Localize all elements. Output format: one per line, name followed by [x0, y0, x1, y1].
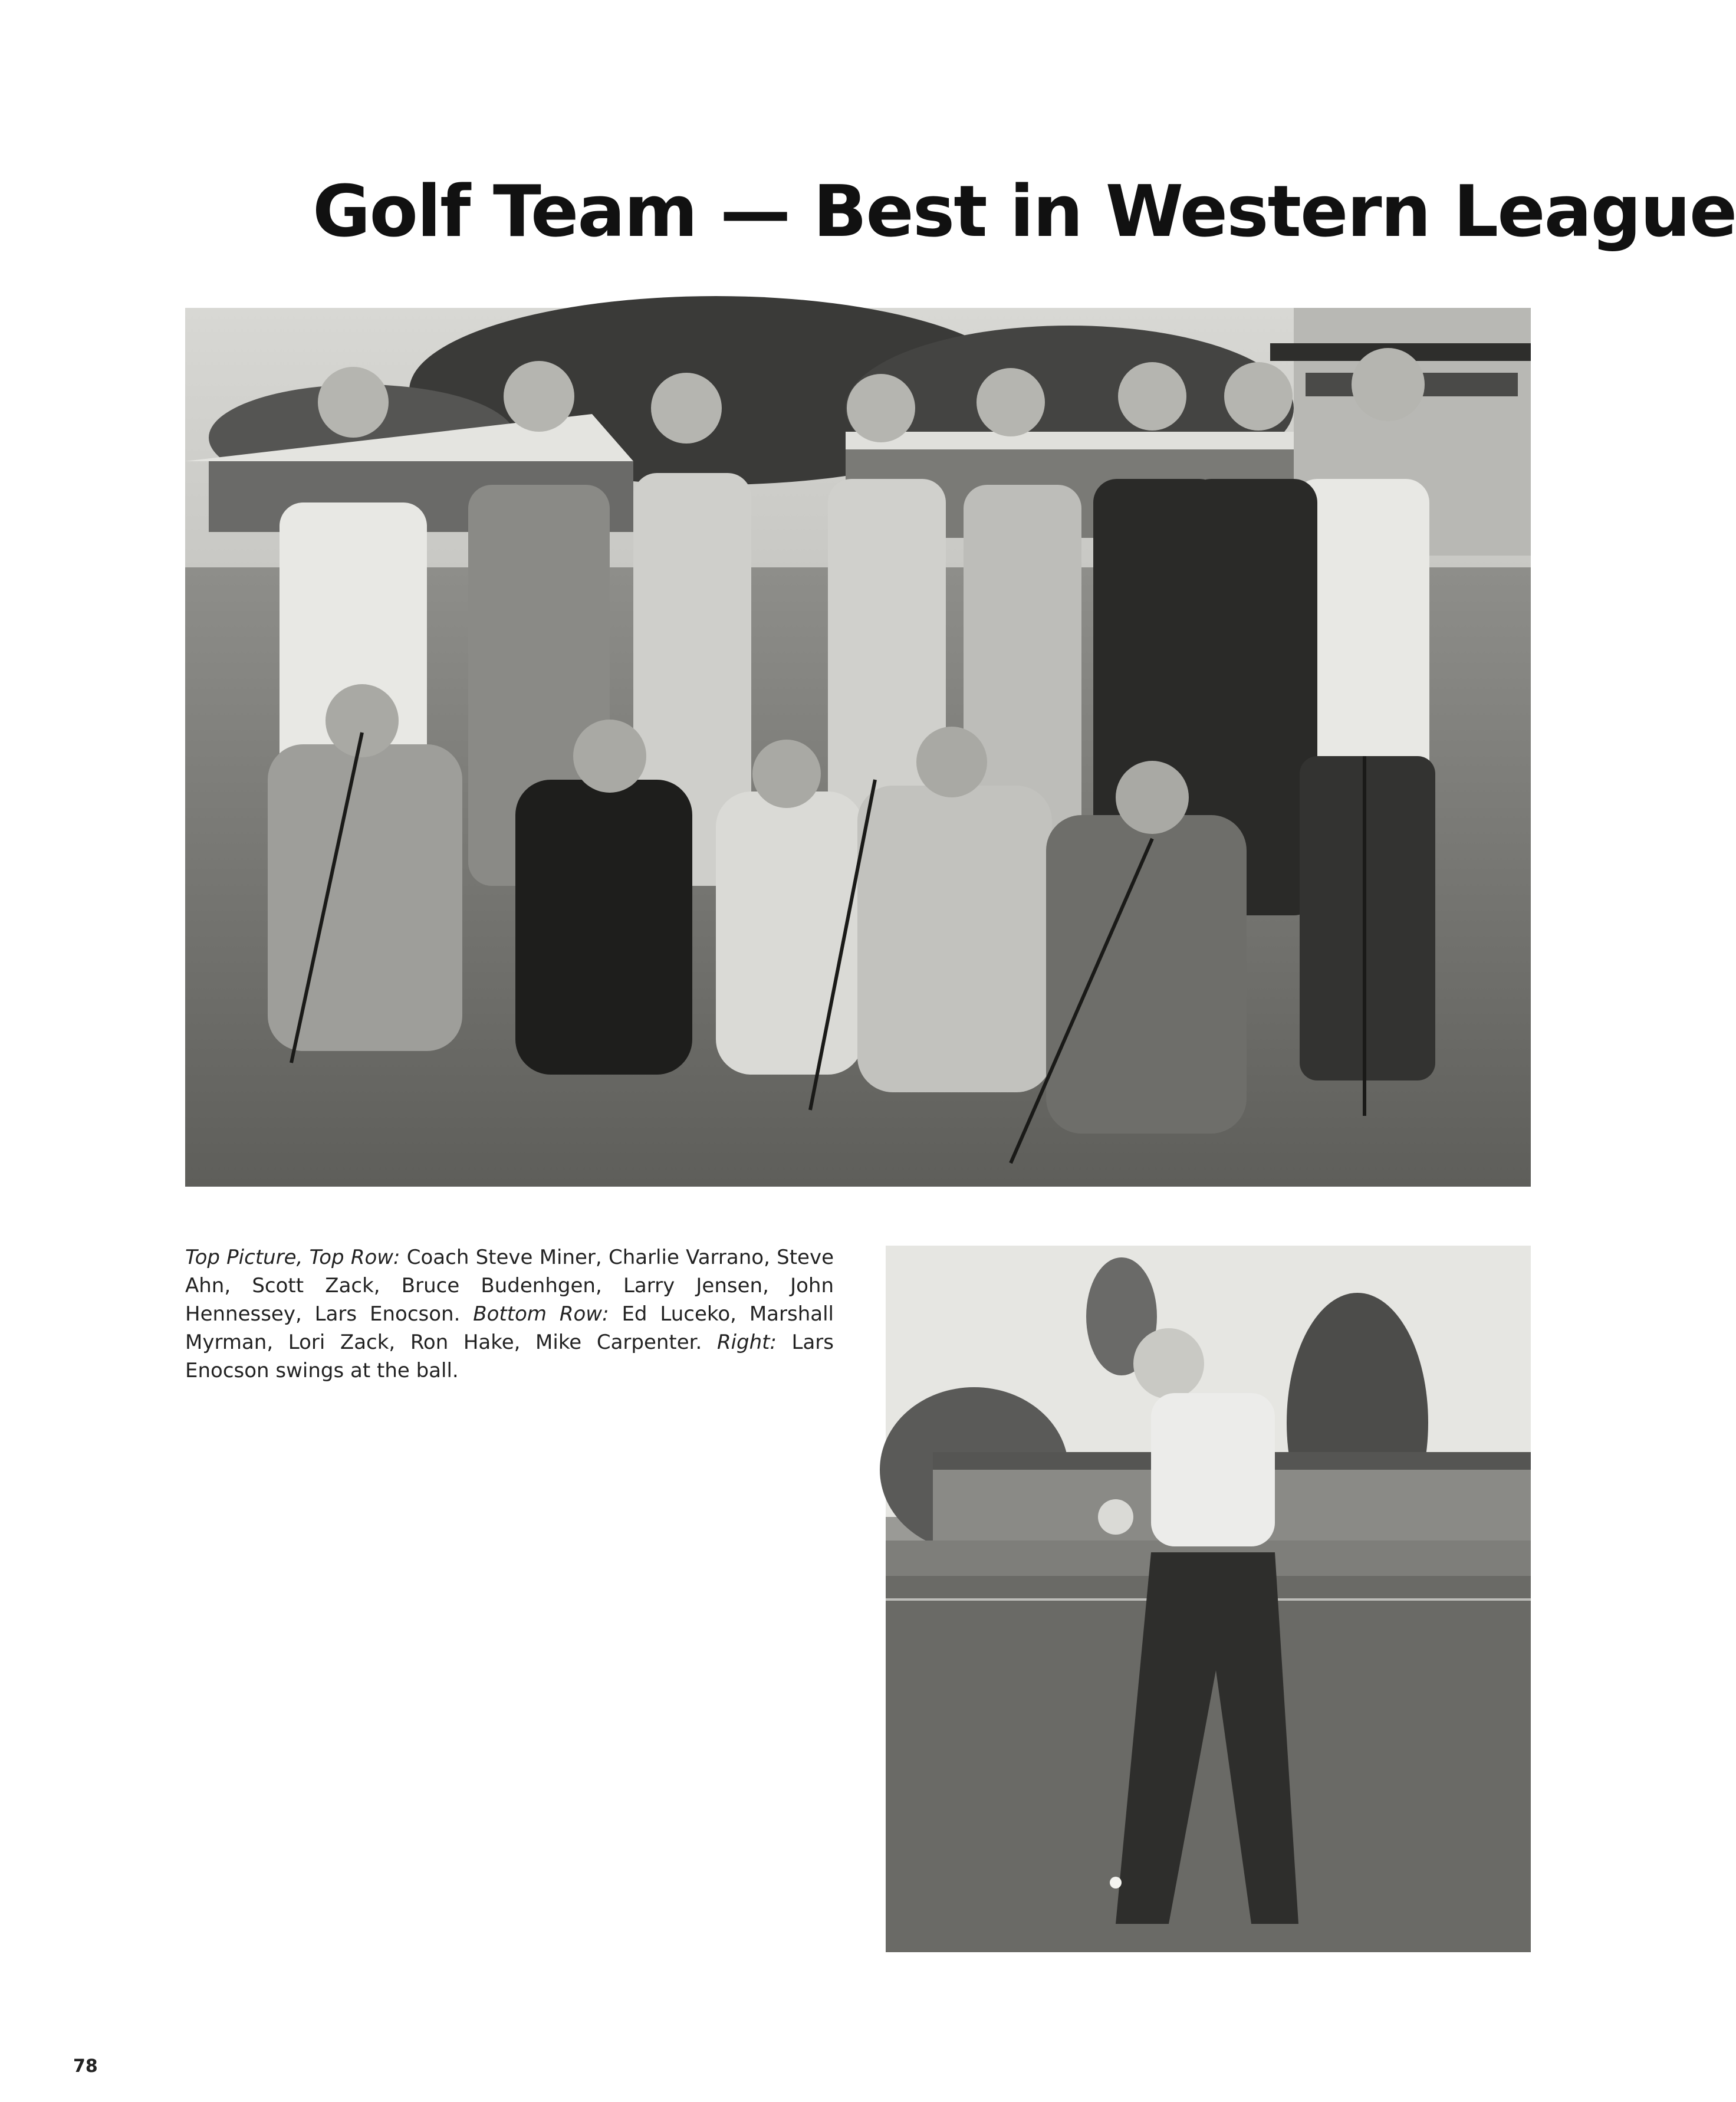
page-number: 78 — [73, 2056, 98, 2077]
team-photo-image — [185, 308, 1531, 1187]
swing-photo — [886, 1246, 1531, 1952]
team-photo — [185, 308, 1531, 1187]
photo-caption — [185, 1243, 834, 1385]
caption-right-label: Right: — [716, 1331, 777, 1354]
page-title: Golf Team — Best in Western League — [313, 171, 1736, 253]
caption-right-text: Lars Enocson swings at the ball. — [185, 1331, 834, 1382]
swing-photo-image — [886, 1246, 1531, 1952]
caption-top-label: Top Picture, Top Row: — [185, 1246, 400, 1269]
caption-bottom-label: Bottom Row: — [473, 1302, 609, 1326]
caption-bottom-text: Ed Luceko, Marshall Myrman, Lori Zack, Ron Hake, Mike Carpenter. — [185, 1302, 834, 1354]
caption-top-text: Coach Steve Miner, Charlie Varrano, Steve Ahn, Scott Zack, Bruce Budenhgen, Larry Jensen, John Hennessey, Lars Enocson. — [185, 1246, 834, 1326]
